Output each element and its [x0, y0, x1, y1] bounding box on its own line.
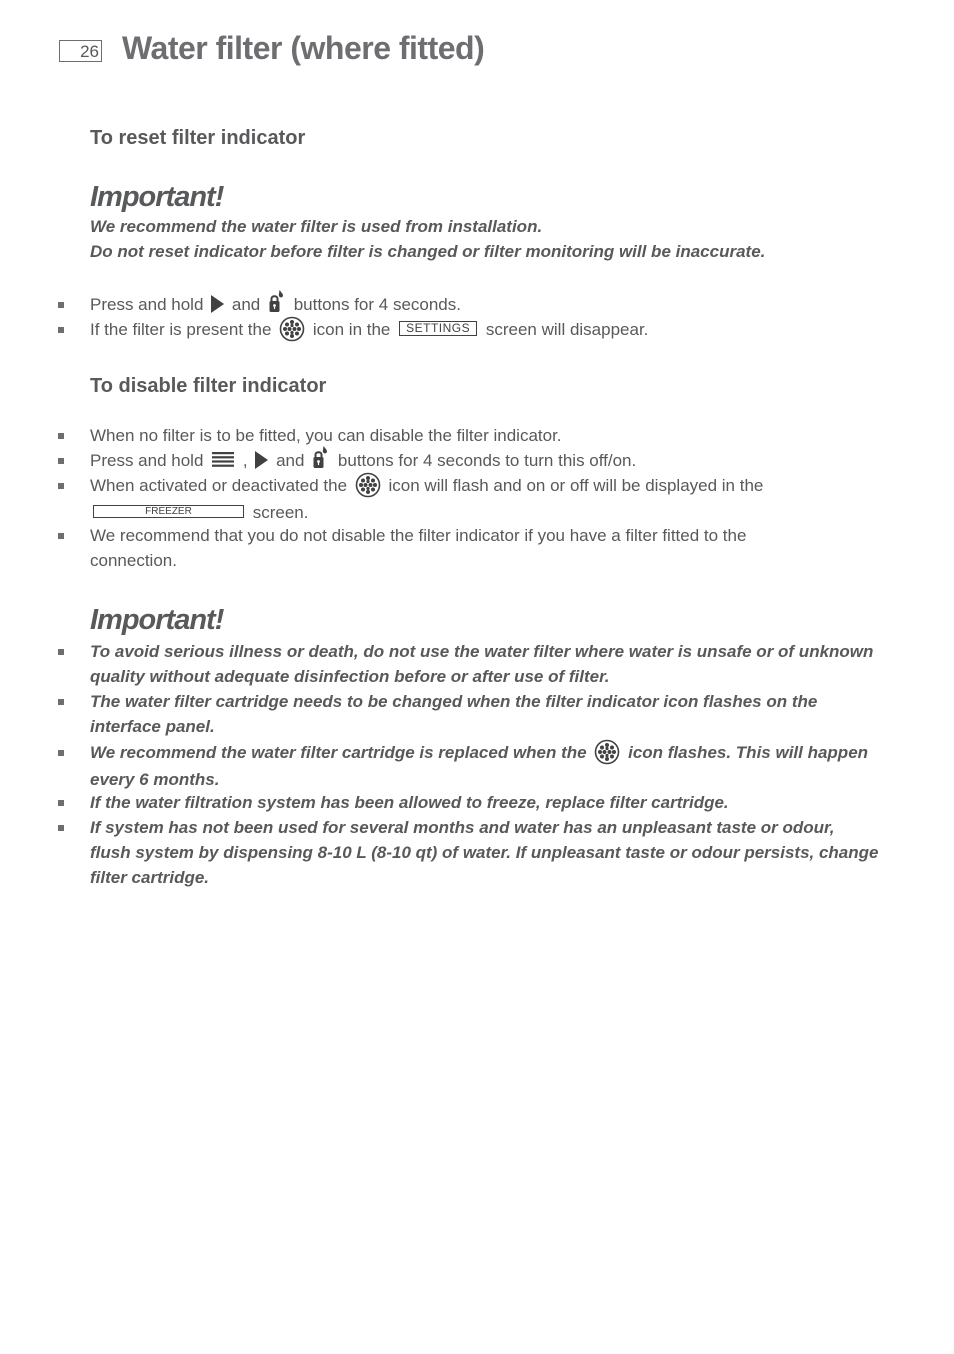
important-line: Do not reset indicator before filter is changed or filter monitoring will be inaccurate. — [90, 242, 766, 261]
important-heading: Important! — [90, 604, 224, 636]
filter-icon — [279, 316, 305, 342]
list-item: We recommend that you do not disable the filter indicator if you have a filter fitted to the connection. — [90, 523, 890, 573]
lock-icon — [268, 289, 286, 315]
important-heading: Important! — [90, 181, 224, 213]
warning-item: If the water filtration system has been allowed to freeze, replace filter cartridge. — [90, 790, 890, 815]
list-item: If the filter is present the icon in the SETTINGS screen will disappear. — [90, 317, 890, 344]
bullet — [58, 800, 64, 806]
settings-screen-label: SETTINGS — [399, 321, 477, 336]
filter-icon — [594, 739, 620, 765]
warning-item: To avoid serious illness or death, do not use the water filter where water is unsafe or of unknown quality without adequate disinfection before or after use of filter. — [90, 639, 890, 689]
bullet — [58, 458, 64, 464]
play-icon — [211, 295, 224, 313]
bullet — [58, 302, 64, 308]
page-title: Water filter (where fitted) — [122, 30, 485, 66]
page-number: 26 — [59, 40, 102, 62]
disable-heading: To disable filter indicator — [90, 375, 327, 397]
list-item: Press and hold , and buttons for 4 seconds to turn this off/on. — [90, 448, 890, 475]
bullet — [58, 483, 64, 489]
bullet — [58, 750, 64, 756]
bullet — [58, 825, 64, 831]
warning-item: The water filter cartridge needs to be changed when the filter indicator icon flashes on the interface panel. — [90, 689, 890, 739]
play-icon — [255, 451, 268, 469]
bullet — [58, 649, 64, 655]
bullet — [58, 327, 64, 333]
bullet — [58, 699, 64, 705]
freezer-screen-label: FREEZER — [93, 505, 244, 518]
filter-icon — [355, 472, 381, 498]
warning-item: We recommend the water filter cartridge is replaced when the icon flashes. This will happen every 6 months. — [90, 740, 890, 792]
list-item: When no filter is to be fitted, you can disable the filter indicator. — [90, 423, 890, 448]
bullet — [58, 533, 64, 539]
reset-heading: To reset filter indicator — [90, 127, 306, 149]
important-line: We recommend the water filter is used from installation. — [90, 217, 543, 236]
bullet — [58, 433, 64, 439]
lock-icon — [312, 445, 330, 471]
warning-item: If system has not been used for several months and water has an unpleasant taste or odour, flush system by dispensing 8-10 L (8-10 qt) of water. If unpleasant taste or odour persists, change filter cartridge. — [90, 815, 890, 890]
list-item: When activated or deactivated the icon will flash and on or off will be displayed in the FREEZER screen. — [90, 473, 890, 525]
list-item: Press and hold and buttons for 4 seconds. — [90, 292, 890, 319]
menu-icon — [212, 451, 234, 469]
